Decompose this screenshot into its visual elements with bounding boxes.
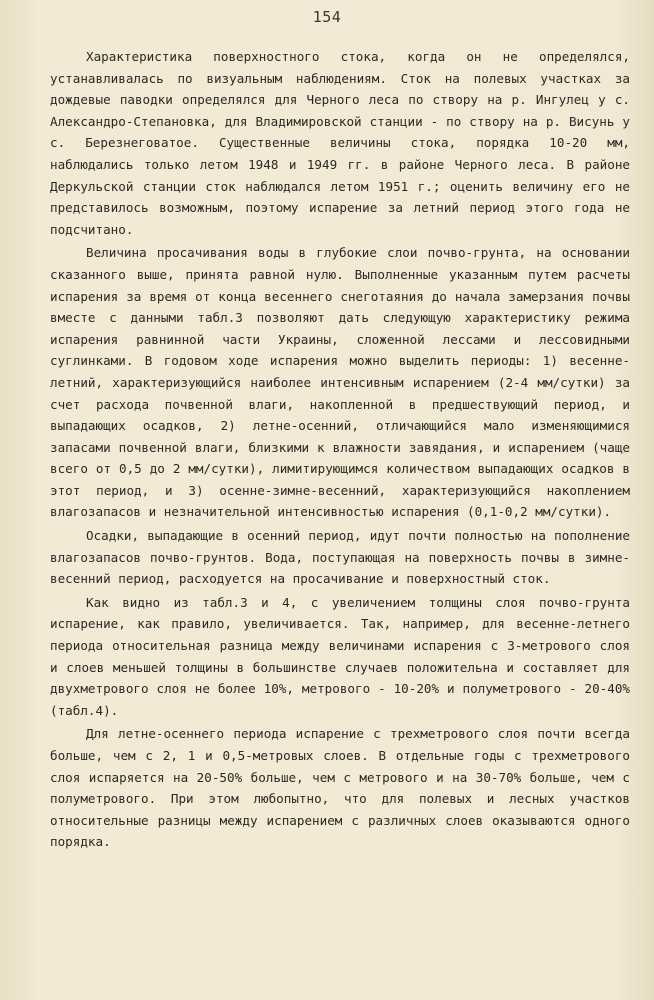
paragraph-summer-autumn-period: Для летне-осеннего периода испарение с трехметрового слоя почти всегда больше, чем с 2, 1 и 0,5-метровых слоев. В отдельные годы с трехметрового слоя испаряется на 20-50% больше, чем с метрового и на 30-70% больше, чем с полуметрового. При этом любопытно, что для полевых и лесных участков относительные разницы между испарением с различных слоев оказываются одного порядка. — [50, 726, 630, 850]
paragraph-evaporation-regime: Величина просачивания воды в глубокие слои почво-грунта, на основании сказанного выше, принята равной нулю. Выполненные указанным путем расчеты испарения за время от конца весеннего снеготаяния до начала замерзания почвы вместе с данными табл.3 позволяют дать следующую характеристику режима испарения равнинной части Украины, сложенной лессами и лессовидными суглинками. В годовом ходе испарения можно выделить периоды: 1) весенне-летний, характеризующийся наиболее интенсивным испарением (2-4 мм/сутки) за счет расхода почвенной влаги, накопленной в предшествующий период, и выпадающих осадков, 2) летне-осенний, отличающийся мало изменяющимися запасами почвенной влаги, близкими к влажности завядания, и испарением (чаще всего от 0,5 до 2 мм/сутки), лимитирующимся количеством выпадающих осадков в этот период, и 3) осенне-зимне-весенний, характеризующийся накоплением влагозапасов и незначительной интенсивностью испарения (0,1-0,2 мм/сутки). — [50, 245, 630, 520]
paragraph-autumn-precipitation: Осадки, выпадающие в осенний период, идут почти полностью на пополнение влагозапасов почво-грунтов. Вода, поступающая на поверхность почвы в зимне-весенний период, расходуется на просачивание и поверхностный сток. — [50, 528, 630, 587]
paragraph-surface-runoff: Характеристика поверхностного стока, когда он не определялся, устанавливалась по визуальным наблюдениям. Сток на полевых участках за дождевые паводки определялся для Черного леса по створу на р. Ингулец у с. Александро-Степановка, для Владимировской станции - по створу на р. Висунь у с. Березнеговатое. Существенные величины стока, порядка 10-20 мм, наблюдались только летом 1948 и 1949 гг. в районе Черного леса. В районе Деркульской станции сток наблюдался летом 1951 г.; оценить величину его не представилось возможным, поэтому испарение за летний период этого года не подсчитано. — [50, 49, 630, 237]
body-text — [50, 46, 630, 853]
paragraph-layer-thickness: Как видно из табл.3 и 4, с увеличением толщины слоя почво-грунта испарение, как правило, увеличивается. Так, например, для весенне-летнего периода относительная разница между величинами испарения с 3-метрового слоя и слоев меньшей толщины в большинстве случаев положительна и составляет для двухметрового слоя не более 10%, метрового - 10-20% и полуметрового - 20-40% (табл.4). — [50, 594, 630, 718]
page-number: 154 — [312, 8, 342, 26]
